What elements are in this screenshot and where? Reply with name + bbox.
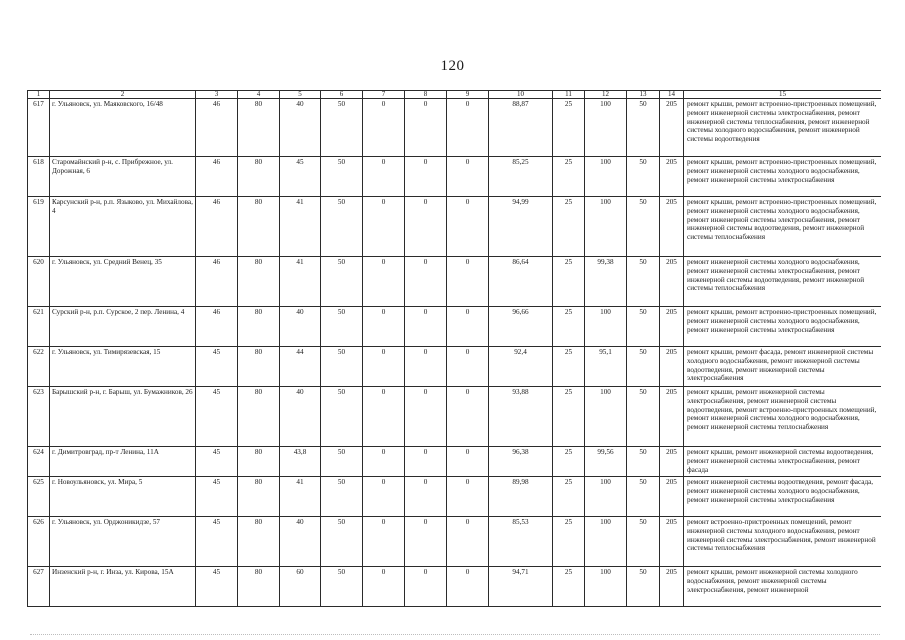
column-header: 12 <box>585 91 627 99</box>
table-cell: 80 <box>238 99 280 157</box>
table-cell: 94,71 <box>489 567 553 607</box>
table-cell: 99,38 <box>585 257 627 307</box>
table-cell: 50 <box>627 257 660 307</box>
table-cell: ремонт крыши, ремонт инженерной системы холодного водоснабжения, ремонт инженерной системы электроснабжения, ремонт инженерной <box>684 567 882 607</box>
table-cell: 205 <box>660 517 684 567</box>
table-cell: 92,4 <box>489 347 553 387</box>
table-cell: 624 <box>28 447 50 477</box>
table-cell: 93,88 <box>489 387 553 447</box>
table-cell: 46 <box>196 257 238 307</box>
table-container <box>27 90 881 640</box>
table-cell: ремонт крыши, ремонт инженерной системы электроснабжения, ремонт инженерной системы водоотведения, ремонт встроенно-пристроенных помещений, ремонт инженерной системы холодного водоснабжения, ремонт инженерной системы теплоснабжения <box>684 387 882 447</box>
table-cell: 50 <box>627 387 660 447</box>
table-cell: 620 <box>28 257 50 307</box>
table-cell: 46 <box>196 99 238 157</box>
table-cell: 0 <box>405 447 447 477</box>
column-header: 3 <box>196 91 238 99</box>
column-header: 4 <box>238 91 280 99</box>
column-header: 10 <box>489 91 553 99</box>
table-cell: г. Новоульяновск, ул. Мира, 5 <box>50 477 196 517</box>
table-cell: 100 <box>585 197 627 257</box>
table-cell: 85,53 <box>489 517 553 567</box>
table-row <box>28 99 882 157</box>
table-cell: 96,66 <box>489 307 553 347</box>
table-body <box>28 99 882 607</box>
table-cell: 95,1 <box>585 347 627 387</box>
table-cell: 40 <box>280 387 321 447</box>
table-cell: 25 <box>553 257 585 307</box>
table-cell: 46 <box>196 307 238 347</box>
table-cell: 0 <box>447 567 489 607</box>
table-cell: 0 <box>405 517 447 567</box>
column-header: 2 <box>50 91 196 99</box>
table-cell: 50 <box>627 567 660 607</box>
table-cell: 94,99 <box>489 197 553 257</box>
works-table <box>27 90 881 607</box>
table-cell: 80 <box>238 257 280 307</box>
table-cell: 89,98 <box>489 477 553 517</box>
table-cell: 25 <box>553 517 585 567</box>
table-cell: 0 <box>363 307 405 347</box>
table-cell: 50 <box>627 347 660 387</box>
table-cell: 80 <box>238 197 280 257</box>
table-cell: ремонт крыши, ремонт встроенно-пристроенных помещений, ремонт инженерной системы холодного водоснабжения, ремонт инженерной системы электроснабжения, ремонт инженерной системы водоотведения, ремонт инженерной системы теплоснабжения <box>684 197 882 257</box>
table-cell: 25 <box>553 347 585 387</box>
table-cell: Барышский р-н, г. Барыш, ул. Бумажников, 26 <box>50 387 196 447</box>
column-header: 8 <box>405 91 447 99</box>
table-cell: г. Ульяновск, ул. Средний Венец, 35 <box>50 257 196 307</box>
table-cell: 0 <box>447 197 489 257</box>
table-cell: 0 <box>405 387 447 447</box>
table-cell: 618 <box>28 157 50 197</box>
table-cell: 50 <box>627 447 660 477</box>
table-row <box>28 517 882 567</box>
table-cell: Старомайнский р-н, с. Прибрежное, ул. Дорожная, 6 <box>50 157 196 197</box>
column-header: 7 <box>363 91 405 99</box>
table-cell: 0 <box>363 447 405 477</box>
table-cell: 25 <box>553 447 585 477</box>
table-cell: 0 <box>405 347 447 387</box>
table-cell: 50 <box>321 99 363 157</box>
table-cell: 86,64 <box>489 257 553 307</box>
table-cell: 0 <box>405 197 447 257</box>
column-header: 1 <box>28 91 50 99</box>
table-cell: 43,8 <box>280 447 321 477</box>
table-cell: 205 <box>660 387 684 447</box>
table-cell: 0 <box>447 387 489 447</box>
table-cell: ремонт крыши, ремонт инженерной системы водоотведения, ремонт инженерной системы электроснабжения, ремонт фасада <box>684 447 882 477</box>
table-cell: 25 <box>553 197 585 257</box>
table-cell: ремонт крыши, ремонт фасада, ремонт инженерной системы холодного водоснабжения, ремонт инженерной системы водоотведения, ремонт инженерной системы электроснабжения <box>684 347 882 387</box>
table-cell: 50 <box>627 157 660 197</box>
table-cell: ремонт инженерной системы водоотведения, ремонт фасада, ремонт инженерной системы холодного водоснабжения, ремонт инженерной системы электроснабжения <box>684 477 882 517</box>
table-cell: Инзенский р-н, г. Инза, ул. Кирова, 15А <box>50 567 196 607</box>
table-cell: 100 <box>585 517 627 567</box>
table-cell: 50 <box>321 567 363 607</box>
table-cell: ремонт инженерной системы холодного водоснабжения, ремонт инженерной системы электроснабжения, ремонт инженерной системы водоотведения, ремонт инженерной системы теплоснабжения <box>684 257 882 307</box>
table-cell: 80 <box>238 477 280 517</box>
table-cell: 50 <box>321 257 363 307</box>
table-row <box>28 567 882 607</box>
table-cell: 50 <box>321 517 363 567</box>
column-header: 5 <box>280 91 321 99</box>
table-cell: 205 <box>660 157 684 197</box>
table-cell: 0 <box>447 517 489 567</box>
table-cell: 100 <box>585 99 627 157</box>
table-cell: 45 <box>280 157 321 197</box>
table-cell: 80 <box>238 307 280 347</box>
table-cell: 100 <box>585 387 627 447</box>
table-cell: 0 <box>405 257 447 307</box>
table-cell: 44 <box>280 347 321 387</box>
table-cell: 50 <box>321 157 363 197</box>
table-row <box>28 387 882 447</box>
table-cell: 0 <box>405 567 447 607</box>
column-header: 9 <box>447 91 489 99</box>
table-cell: 100 <box>585 307 627 347</box>
table-cell: 41 <box>280 257 321 307</box>
table-cell: 0 <box>405 477 447 517</box>
table-cell: 619 <box>28 197 50 257</box>
table-row <box>28 447 882 477</box>
table-cell: 40 <box>280 307 321 347</box>
table-cell: 80 <box>238 567 280 607</box>
table-cell: 0 <box>363 477 405 517</box>
table-cell: 627 <box>28 567 50 607</box>
table-cell: 50 <box>627 99 660 157</box>
table-cell: 50 <box>321 447 363 477</box>
table-cell: г. Димитровград, пр-т Ленина, 11А <box>50 447 196 477</box>
table-cell: 205 <box>660 99 684 157</box>
table-cell: 99,56 <box>585 447 627 477</box>
table-row <box>28 307 882 347</box>
table-cell: 25 <box>553 157 585 197</box>
table-cell: 50 <box>321 387 363 447</box>
table-cell: 50 <box>321 477 363 517</box>
table-cell: 60 <box>280 567 321 607</box>
table-cell: 45 <box>196 567 238 607</box>
table-cell: г. Ульяновск, ул. Орджоникидзе, 57 <box>50 517 196 567</box>
table-cell: 0 <box>447 347 489 387</box>
table-cell: ремонт крыши, ремонт встроенно-пристроенных помещений, ремонт инженерной системы электроснабжения, ремонт инженерной системы теплоснабжения, ремонт инженерной системы холодного водоснабжения, ремонт инженерной системы водоотведения <box>684 99 882 157</box>
table-cell: 0 <box>447 307 489 347</box>
table-cell: 0 <box>363 257 405 307</box>
table-cell: 0 <box>447 477 489 517</box>
table-cell: 0 <box>363 197 405 257</box>
table-cell: 25 <box>553 387 585 447</box>
table-cell: 46 <box>196 157 238 197</box>
table-cell: 41 <box>280 197 321 257</box>
table-cell: 50 <box>627 477 660 517</box>
table-cell: 80 <box>238 157 280 197</box>
table-cell: 46 <box>196 197 238 257</box>
table-cell: 0 <box>363 347 405 387</box>
table-cell: 100 <box>585 157 627 197</box>
table-cell: ремонт крыши, ремонт встроенно-пристроенных помещений, ремонт инженерной системы холодного водоснабжения, ремонт инженерной системы электроснабжения <box>684 157 882 197</box>
table-row <box>28 347 882 387</box>
table-cell: 0 <box>405 157 447 197</box>
table-cell: 205 <box>660 447 684 477</box>
page-number: 120 <box>440 58 465 74</box>
table-cell: 85,25 <box>489 157 553 197</box>
table-row <box>28 197 882 257</box>
table-cell: 100 <box>585 567 627 607</box>
table-cell: 40 <box>280 517 321 567</box>
table-row <box>28 477 882 517</box>
table-cell: 617 <box>28 99 50 157</box>
scan-edge <box>30 634 880 637</box>
table-cell: 80 <box>238 387 280 447</box>
table-cell: 0 <box>363 387 405 447</box>
table-cell: г. Ульяновск, ул. Маяковского, 16/48 <box>50 99 196 157</box>
table-cell: 205 <box>660 257 684 307</box>
column-header: 13 <box>627 91 660 99</box>
table-cell: 0 <box>447 257 489 307</box>
table-cell: 96,38 <box>489 447 553 477</box>
column-header: 6 <box>321 91 363 99</box>
table-cell: 50 <box>321 307 363 347</box>
table-cell: 25 <box>553 99 585 157</box>
table-cell: 0 <box>363 157 405 197</box>
table-cell: 205 <box>660 307 684 347</box>
table-cell: 41 <box>280 477 321 517</box>
table-cell: 100 <box>585 477 627 517</box>
table-cell: 0 <box>447 447 489 477</box>
table-cell: 50 <box>321 197 363 257</box>
table-cell: ремонт встроенно-пристроенных помещений, ремонт инженерной системы холодного водоснабжения, ремонт инженерной системы электроснабжения, ремонт инженерной системы теплоснабжения <box>684 517 882 567</box>
table-cell: 205 <box>660 197 684 257</box>
table-cell: 45 <box>196 347 238 387</box>
table-cell: 50 <box>627 517 660 567</box>
table-cell: 0 <box>363 99 405 157</box>
table-cell: 625 <box>28 477 50 517</box>
table-header-row <box>28 91 882 99</box>
table-cell: 25 <box>553 477 585 517</box>
table-cell: 0 <box>405 99 447 157</box>
table-cell: 0 <box>447 99 489 157</box>
table-cell: 205 <box>660 347 684 387</box>
table-cell: 45 <box>196 477 238 517</box>
table-cell: 623 <box>28 387 50 447</box>
table-cell: 205 <box>660 477 684 517</box>
table-cell: 45 <box>196 517 238 567</box>
table-cell: 25 <box>553 307 585 347</box>
table-cell: 88,87 <box>489 99 553 157</box>
table-cell: 205 <box>660 567 684 607</box>
table-cell: 0 <box>363 567 405 607</box>
table-cell: 45 <box>196 387 238 447</box>
column-header: 15 <box>684 91 882 99</box>
table-cell: 622 <box>28 347 50 387</box>
table-cell: 40 <box>280 99 321 157</box>
table-cell: ремонт крыши, ремонт встроенно-пристроенных помещений, ремонт инженерной системы холодного водоснабжения, ремонт инженерной системы электроснабжения <box>684 307 882 347</box>
column-header: 14 <box>660 91 684 99</box>
table-row <box>28 157 882 197</box>
table-cell: 50 <box>321 347 363 387</box>
table-cell: Карсунский р-н, р.п. Языково, ул. Михайлова, 4 <box>50 197 196 257</box>
table-cell: 0 <box>405 307 447 347</box>
table-cell: 0 <box>363 517 405 567</box>
table-row <box>28 257 882 307</box>
table-cell: 80 <box>238 447 280 477</box>
table-cell: 50 <box>627 307 660 347</box>
column-header: 11 <box>553 91 585 99</box>
table-cell: Сурский р-н, р.п. Сурское, 2 пер. Ленина, 4 <box>50 307 196 347</box>
table-cell: 25 <box>553 567 585 607</box>
table-cell: 626 <box>28 517 50 567</box>
table-cell: г. Ульяновск, ул. Тимирязевская, 15 <box>50 347 196 387</box>
table-cell: 50 <box>627 197 660 257</box>
table-cell: 80 <box>238 347 280 387</box>
table-cell: 0 <box>447 157 489 197</box>
table-cell: 80 <box>238 517 280 567</box>
table-cell: 45 <box>196 447 238 477</box>
table-cell: 621 <box>28 307 50 347</box>
